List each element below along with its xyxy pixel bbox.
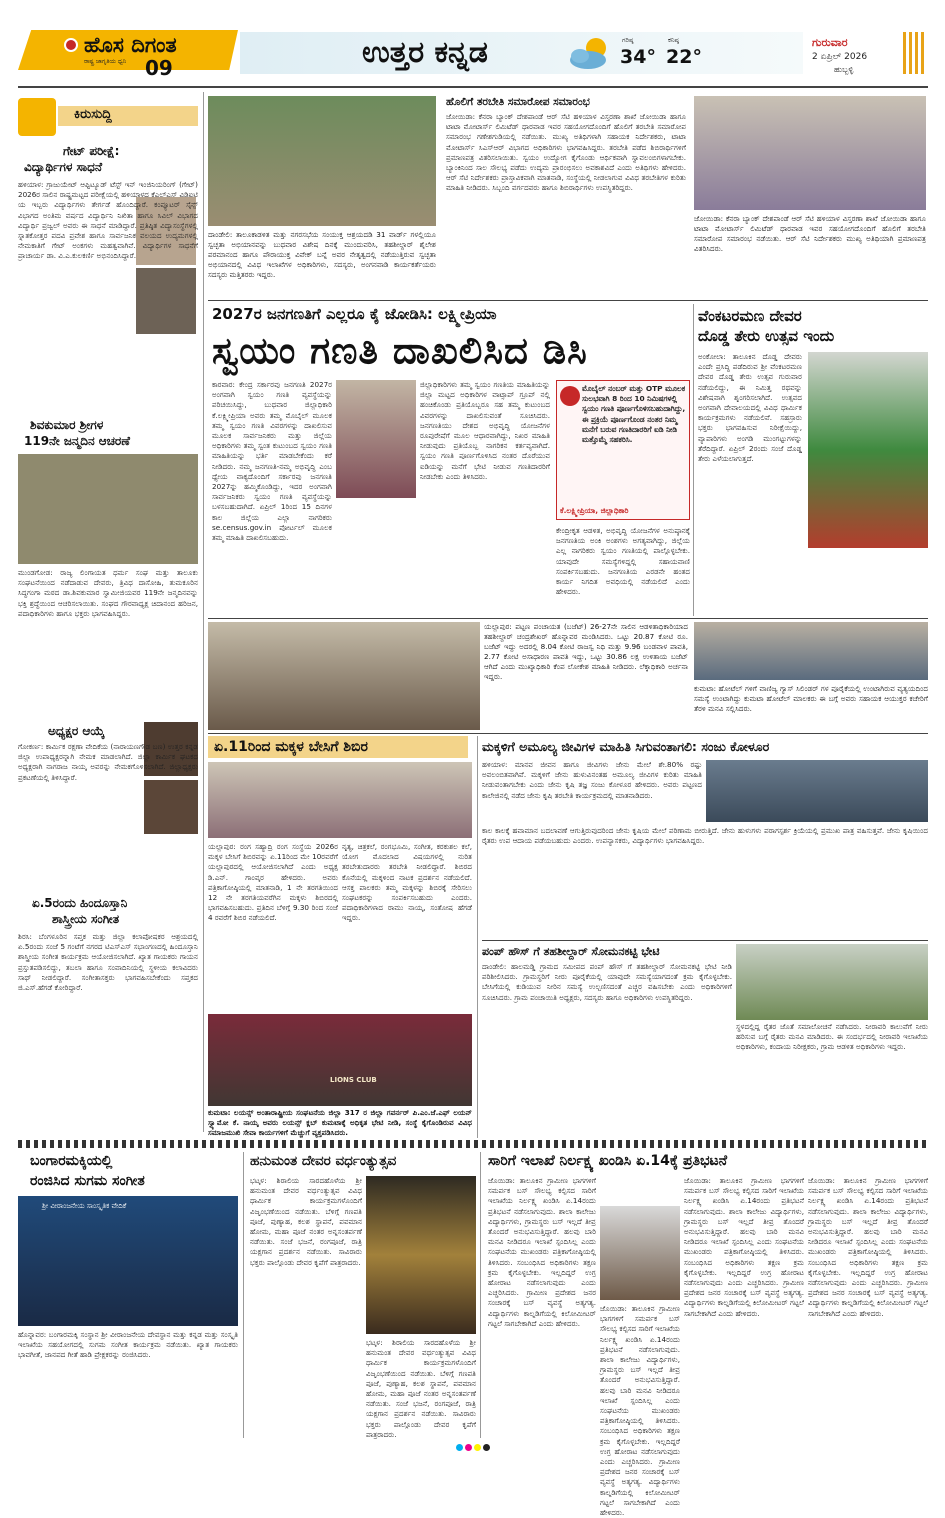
hotel-caption: ಕುಮಟಾ: ಹೋಟೆಲ್ ಗಳಿಗೆ ವಾಣಿಜ್ಯ ಗ್ಯಾಸ್ ಸಿಲಿಂಡರ್ ಗಳ ಪೂರೈಕೆಯಲ್ಲಿ ಉಂಟಾಗಿರುವ ವ್ಯತ್ಯಯದಿಂದ ಸಮಸ್ಯೆ ಉಂಟಾಗಿದ್ದು ಕುಮಟಾ ಹೋಟೆಲ್ ಮಾಲಕರು ಈ ಬಗ್ಗೆ ಅವರು ಸಹಾಯಕ ಆಯುಕ್ತರ ಕಚೇರಿಗೆ ತೆರಳಿ ಮನವಿ ಸಲ್ಲಿಸಿದರು. [694, 684, 928, 713]
b2-title: ಹನುಮಂತ ದೇವರ ವರ್ಧಂತ್ಯುತ್ಸವ [250, 1153, 397, 1169]
b2-text: ಭಟ್ಕಳ: ಶಿರಾಲಿಯ ಸಾರದಹೊಳೆಯ ಶ್ರೀ ಹನುಮಂತ ದೇವರ ವರ್ಧಂತ್ಯುತ್ಸವ ವಿವಿಧ ಧಾರ್ಮಿಕ ಕಾರ್ಯಕ್ರಮಗಳೊಂದಿಗೆ ವಿಜೃಂಭಣೆಯಿಂದ ನಡೆಯಿತು. ಬೆಳಿಗ್ಗೆ ಗಣಪತಿ ಪೂಜೆ, ಪುಣ್ಯಾಹ, ಕಲಶ ಸ್ಥಾಪನೆ, ಪವಮಾನ ಹೋಮ, ಮಹಾ ಪೂಜೆ ನಂತರ ಅನ್ನಸಂತರ್ಪಣೆ ನಡೆಯಿತು. ಸಂಜೆ ಭಜನೆ, ರಂಗಪೂಜೆ, ರಾತ್ರಿ ಯಕ್ಷಗಾನ ಪ್ರದರ್ಶನ ನಡೆಯಿತು. ಸಾವಿರಾರು ಭಕ್ತರು ಪಾಲ್ಗೊಂಡು ದೇವರ ಕೃಪೆಗೆ ಪಾತ್ರರಾದರು. [250, 1176, 362, 1267]
amulya-title: ಮಕ್ಕಳಿಗೆ ಅಮೂಲ್ಯ ಜೀವಿಗಳ ಮಾಹಿತಿ ಸಿಗುವಂತಾಗಲಿ: ಸಂಜು ಕೋಳೂರ [482, 739, 770, 754]
holi-photo-caption: ಜೋಯಿಡಾ: ಕೆನರಾ ಬ್ಯಾಂಕ್ ದೇಶಪಾಂಡೆ ಆರ್ ಸೆಟಿ ಹಳಿಯಾಳ ವಿಸ್ತರಣಾ ಶಾಖೆ ಜೋಯಿಡಾ ಹಾಗೂ ಟಾಟಾ ಮೋಟಾರ್ಸ್ ಲಿಮಿಟೆಡ್ ಧಾರವಾಡ ಇವರ ಸಹಯೋಗದೊಂದಿಗೆ ಹೊಲಿಗೆ ತರಬೇತಿ ಸಮಾರೋಪ ಸಮಾರಂಭ ನಡೆಯಿತು. ಆರ್ ಸೆಟಿ ನಿರ್ದೇಶಕರು ಮುಖ್ಯ ಅತಿಥಿಯಾಗಿ ಪ್ರಮಾಣಪತ್ರ ವಿತರಿಸಿದರು. [694, 214, 926, 253]
temple-divider [693, 304, 694, 616]
b3-text-3: ಜೊಯಿಡಾ: ತಾಲೂಕಿನ ಗ್ರಾಮೀಣ ಭಾಗಗಳಿಗೆ ಸಮರ್ಪಕ ಬಸ್ ಸೌಲಭ್ಯ ಕಲ್ಪಿಸದ ಸಾರಿಗೆ ಇಲಾಖೆಯ ನಿರ್ಲಕ್ಷ್ಯ ಖಂಡಿಸಿ ಏ.14ರಂದು ಪ್ರತಿಭಟನೆ ನಡೆಸಲಾಗುವುದು. ಶಾಲಾ ಕಾಲೇಜು ವಿದ್ಯಾರ್ಥಿಗಳು, ಗ್ರಾಮಸ್ಥರು ಬಸ್ ಇಲ್ಲದೆ ತೀವ್ರ ತೊಂದರೆ ಅನುಭವಿಸುತ್ತಿದ್ದಾರೆ. ಹಲವು ಬಾರಿ ಮನವಿ ನೀಡಿದರೂ ಇಲಾಖೆ ಸ್ಪಂದಿಸಿಲ್ಲ ಎಂದು ಸಂಘಟನೆಯ ಮುಖಂಡರು ಪತ್ರಿಕಾಗೋಷ್ಠಿಯಲ್ಲಿ ತಿಳಿಸಿದರು. ಸಂಬಂಧಿಸಿದ ಅಧಿಕಾರಿಗಳು ತಕ್ಷಣ ಕ್ರಮ ಕೈಗೊಳ್ಳಬೇಕು. ಇಲ್ಲದಿದ್ದರೆ ಉಗ್ರ ಹೋರಾಟ ನಡೆಸಲಾಗುವುದು ಎಂದು ಎಚ್ಚರಿಸಿದರು. ಗ್ರಾಮೀಣ ಪ್ರದೇಶದ ಜನರ ಸಂಚಾರಕ್ಕೆ ಬಸ್ ವ್ಯವಸ್ಥೆ ಅತ್ಯಗತ್ಯ. ವಿದ್ಯಾರ್ಥಿಗಳು ಕಾಲ್ನಡಿಗೆಯಲ್ಲಿ ಕಿಲೋಮೀಟರ್ ಗಟ್ಟಲೆ ಸಾಗಬೇಕಾಗಿದೆ ಎಂದು ಹೇಳಿದರು. [808, 1176, 928, 1318]
camp-photo [208, 762, 472, 838]
quote-author: ಕೆ.ಲಕ್ಷ್ಮೀಪ್ರಿಯಾ, ಜಿಲ್ಲಾಧಿಕಾರಿ [560, 506, 629, 515]
amulya-rule [482, 940, 928, 941]
camp-divider [477, 736, 478, 1138]
lead-headline: ಸ್ವಯಂ ಗಣತಿ ದಾಖಲಿಸಿದ ಡಿಸಿ [212, 329, 588, 372]
gate-text: ಹಳಿಯಾಳ: ಗ್ರಾಜುಯೇಟ್ ಆಪ್ಟಿಟ್ಯೂಡ್ ಟೆಸ್ಟ್ ಇನ್ ಇಂಜಿನಿಯರಿಂಗ್ (ಗೇಟ್) 2026ರ ಸಾಲಿನ ರಾಷ್ಟ್ರಮಟ್ಟದ ಪರೀಕ್ಷೆಯಲ್ಲಿ ಹಳಿಯಾಳದ ಕೆಎಲ್ಎಸ್ ವಿಡಿಐಟಿ ಯ ಇಬ್ಬರು ವಿದ್ಯಾರ್ಥಿಗಳು ತೇರ್ಗಡೆ ಹೊಂದಿದ್ದಾರೆ. ಕಂಪ್ಯೂಟರ್ ಸೈನ್ಸ್ ವಿಭಾಗದ ಅಂತಿಮ ವರ್ಷದ ವಿದ್ಯಾರ್ಥಿನಿ ನಿಖಿತಾ ಹಾಗೂ ಸಿವಿಲ್ ವಿಭಾಗದ ವಿದ್ಯಾರ್ಥಿ ಪ್ರಜ್ವಲ್ ಅವರು ಈ ಸಾಧನೆ ಮಾಡಿದ್ದಾರೆ. ಪ್ರತಿಷ್ಠಿತ ವಿದ್ಯಾಸಂಸ್ಥೆಗಳಲ್ಲಿ ಸ್ನಾತಕೋತ್ತರ ಪದವಿ ಪ್ರವೇಶ ಹಾಗೂ ಸಾರ್ವಜನಿಕ ವಲಯದ ಉದ್ಯಮಗಳಲ್ಲಿ ನೇಮಕಾತಿಗೆ ಗೇಟ್ ಅಂಕಗಳು ಮಹತ್ವವಾಗಿವೆ. ವಿದ್ಯಾರ್ಥಿಗಳ ಸಾಧನೆಗೆ ಪ್ರಾಚಾರ್ಯ ಡಾ. ವಿ.ಎ.ಕುಲಕರ್ಣಿ ಅಭಿನಂದಿಸಿದ್ದಾರೆ. [18, 180, 198, 261]
hanuman-photo [366, 1176, 476, 1334]
page-number: 09 [145, 56, 173, 80]
camp-title: ಏ.11ರಿಂದ ಮಕ್ಕಳ ಬೇಸಿಗೆ ಶಿಬಿರ [214, 739, 368, 755]
date-label: 2 ಏಪ್ರಿಲ್ 2026 [812, 52, 868, 62]
temple-title-2: ದೊಡ್ಡ ತೇರು ಉತ್ಸವ ಇಂದು [698, 327, 835, 345]
b1-banner: ಶ್ರೀ ವೀರಾಂಜನೇಯ ಸಾಂಸ್ಕೃತಿಕ ವೇದಿಕೆ [42, 1202, 127, 1210]
cleanup-photo [208, 96, 436, 226]
holi-title: ಹೊಲಿಗೆ ತರಬೇತಿ ಸಮಾರೋಪ ಸಮಾರಂಭ [446, 96, 590, 108]
b3-text-2: ಜೊಯಿಡಾ: ತಾಲೂಕಿನ ಗ್ರಾಮೀಣ ಭಾಗಗಳಿಗೆ ಸಮರ್ಪಕ ಬಸ್ ಸೌಲಭ್ಯ ಕಲ್ಪಿಸದ ಸಾರಿಗೆ ಇಲಾಖೆಯ ನಿರ್ಲಕ್ಷ್ಯ ಖಂಡಿಸಿ ಏ.14ರಂದು ಪ್ರತಿಭಟನೆ ನಡೆಸಲಾಗುವುದು. ಶಾಲಾ ಕಾಲೇಜು ವಿದ್ಯಾರ್ಥಿಗಳು, ಗ್ರಾಮಸ್ಥರು ಬಸ್ ಇಲ್ಲದೆ ತೀವ್ರ ತೊಂದರೆ ಅನುಭವಿಸುತ್ತಿದ್ದಾರೆ. ಹಲವು ಬಾರಿ ಮನವಿ ನೀಡಿದರೂ ಇಲಾಖೆ ಸ್ಪಂದಿಸಿಲ್ಲ ಎಂದು ಸಂಘಟನೆಯ ಮುಖಂಡರು ಪತ್ರಿಕಾಗೋಷ್ಠಿಯಲ್ಲಿ ತಿಳಿಸಿದರು. ಸಂಬಂಧಿಸಿದ ಅಧಿಕಾರಿಗಳು ತಕ್ಷಣ ಕ್ರಮ ಕೈಗೊಳ್ಳಬೇಕು. ಇಲ್ಲದಿದ್ದರೆ ಉಗ್ರ ಹೋರಾಟ ನಡೆಸಲಾಗುವುದು ಎಂದು ಎಚ್ಚರಿಸಿದರು. ಗ್ರಾಮೀಣ ಪ್ರದೇಶದ ಜನರ ಸಂಚಾರಕ್ಕೆ ಬಸ್ ವ್ಯವಸ್ಥೆ ಅತ್ಯಗತ್ಯ. ವಿದ್ಯಾರ್ಥಿಗಳು ಕಾಲ್ನಡಿಗೆಯಲ್ಲಿ ಕಿಲೋಮೀಟರ್ ಗಟ್ಟಲೆ ಸಾಗಬೇಕಾಗಿದೆ ಎಂದು ಹೇಳಿದರು. [684, 1176, 804, 1318]
brand-name: ಹೊಸ ದಿಗಂತ [84, 33, 177, 57]
bottom-divider-2 [480, 1152, 481, 1438]
min-temp-label: ಕನಿಷ್ಠ [668, 36, 679, 44]
hindu-title: ಏ.5ರಂದು ಹಿಂದೂಸ್ತಾನಿ [32, 896, 128, 910]
b3-text-4: ಜೊಯಿಡಾ: ತಾಲೂಕಿನ ಗ್ರಾಮೀಣ ಭಾಗಗಳಿಗೆ ಸಮರ್ಪಕ ಬಸ್ ಸೌಲಭ್ಯ ಕಲ್ಪಿಸದ ಸಾರಿಗೆ ಇಲಾಖೆಯ ನಿರ್ಲಕ್ಷ್ಯ ಖಂಡಿಸಿ ಏ.14ರಂದು ಪ್ರತಿಭಟನೆ ನಡೆಸಲಾಗುವುದು. ಶಾಲಾ ಕಾಲೇಜು ವಿದ್ಯಾರ್ಥಿಗಳು, ಗ್ರಾಮಸ್ಥರು ಬಸ್ ಇಲ್ಲದೆ ತೀವ್ರ ತೊಂದರೆ ಅನುಭವಿಸುತ್ತಿದ್ದಾರೆ. ಹಲವು ಬಾರಿ ಮನವಿ ನೀಡಿದರೂ ಇಲಾಖೆ ಸ್ಪಂದಿಸಿಲ್ಲ ಎಂದು ಸಂಘಟನೆಯ ಮುಖಂಡರು ಪತ್ರಿಕಾಗೋಷ್ಠಿಯಲ್ಲಿ ತಿಳಿಸಿದರು. ಸಂಬಂಧಿಸಿದ ಅಧಿಕಾರಿಗಳು ತಕ್ಷಣ ಕ್ರಮ ಕೈಗೊಳ್ಳಬೇಕು. ಇಲ್ಲದಿದ್ದರೆ ಉಗ್ರ ಹೋರಾಟ ನಡೆಸಲಾಗುವುದು ಎಂದು ಎಚ್ಚರಿಸಿದರು. ಗ್ರಾಮೀಣ ಪ್ರದೇಶದ ಜನರ ಸಂಚಾರಕ್ಕೆ ಬಸ್ ವ್ಯವಸ್ಥೆ ಅತ್ಯಗತ್ಯ. ವಿದ್ಯಾರ್ಥಿಗಳು ಕಾಲ್ನಡಿಗೆಯಲ್ಲಿ ಕಿಲೋಮೀಟರ್ ಗಟ್ಟಲೆ ಸಾಗಬೇಕಾಗಿದೆ ಎಂದು ಹೇಳಿದರು. [600, 1304, 680, 1518]
max-temp-label: ಗರಿಷ್ಠ [622, 36, 634, 44]
temple-text: ಅಂಕೋಲಾ: ತಾಲೂಕಿನ ದೊಡ್ಡ ದೇವರು ಎಂದೇ ಪ್ರಸಿದ್ಧಿ ಪಡೆದಿರುವ ಶ್ರೀ ವೆಂಕಟರಮಣ ದೇವರ ದೊಡ್ಡ ತೇರು ಉತ್ಸವ ಗುರುವಾರ ನಡೆಯಲಿದ್ದು, ಈ ನಿಮಿತ್ತ ರಥವನ್ನು ವಿಶೇಷವಾಗಿ ಶೃಂಗರಿಸಲಾಗಿದೆ. ಉತ್ಸವದ ಅಂಗವಾಗಿ ದೇವಾಲಯದಲ್ಲಿ ವಿವಿಧ ಧಾರ್ಮಿಕ ಕಾರ್ಯಕ್ರಮಗಳು ನಡೆಯಲಿವೆ. ಸಹಸ್ರಾರು ಭಕ್ತರು ಭಾಗವಹಿಸುವ ನಿರೀಕ್ಷೆಯಿದ್ದು, ವ್ಯಾಪಾರಿಗಳು ಅಂಗಡಿ ಮುಂಗಟ್ಟುಗಳನ್ನು ತೆರೆದಿದ್ದಾರೆ. ಏಪ್ರಿಲ್ 2ರಂದು ಸಂಜೆ ದೊಡ್ಡ ತೇರು ಎಳೆಯಲಾಗುತ್ತದೆ. [698, 352, 802, 464]
chariot-photo [808, 352, 928, 548]
shiva-text: ಮುಂಡಗೋಡ: ರಾಜ್ಯ ಲಿಂಗಾಯತ ಧರ್ಮ ಸಂಘ ಮತ್ತು ತಾಲೂಕು ಸಂಘಟನೆಯಿಂದ ನಡೆದಾಡುವ ದೇವರು, ತ್ರಿವಿಧ ದಾಸೋಹಿ, ತುಮಕೂರಿನ ಸಿದ್ಧಗಂಗಾ ಮಠದ ಡಾ.ಶಿವಕುಮಾರ ಸ್ವಾಮೀಜಿಯವರ 119ನೇ ಜನ್ಮದಿನವನ್ನು ಭಕ್ತಿ ಶ್ರದ್ಧೆಯಿಂದ ಆಚರಿಸಲಾಯಿತು. ಸಂಘದ ಗೌರವಾಧ್ಯಕ್ಷ ಚಿದಾನಂದ ಹರಿಜನ, ಪದಾಧಿಕಾರಿಗಳು ಹಾಗೂ ಭಕ್ತರು ಭಾಗವಹಿಸಿದ್ದರು. [18, 568, 198, 618]
hotel-photo [694, 622, 928, 680]
shiva-title: ಶಿವಕುಮಾರ ಶ್ರೀಗಳ [30, 418, 104, 432]
b3-photo [600, 1206, 680, 1300]
b3-title: ಸಾರಿಗೆ ಇಲಾಖೆ ನಿರ್ಲಕ್ಷ್ಯ ಖಂಡಿಸಿ ಏ.14ಕ್ಕೆ ಪ್ರತಿಭಟನೆ [488, 1153, 728, 1169]
sidebar-divider [203, 92, 204, 1132]
lead-col2: ಜಿಲ್ಲಾಧಿಕಾರಿಗಳು ತಮ್ಮ ಸ್ವಯಂ ಗಣತಿಯ ಮಾಹಿತಿಯನ್ನು ಜಿಲ್ಲಾ ಮಟ್ಟದ ಅಧಿಕಾರಿಗಳ ವಾಟ್ಸಾಪ್ ಗ್ರೂಪ್ ನಲ್ಲಿ ಹಂಚಿಕೊಂಡು ಪ್ರತಿಯೊಬ್ಬರೂ ಸಹ ತಮ್ಮ ಕುಟುಂಬದ ವಿವರಗಳನ್ನು ದಾಖಲಿಸುವಂತೆ ಸೂಚಿಸಿದರು. ಜನಗಣತಿಯು ದೇಶದ ಅಭಿವೃದ್ಧಿ ಯೋಜನೆಗಳ ರೂಪುರೇಷೆಗೆ ಮೂಲ ಆಧಾರವಾಗಿದ್ದು, ನಿಖರ ಮಾಹಿತಿ ನೀಡುವುದು ಪ್ರತಿಯೊಬ್ಬ ನಾಗರಿಕನ ಕರ್ತವ್ಯವಾಗಿದೆ. ಸ್ವಯಂ ಗಣತಿ ಪೂರ್ಣಗೊಳಿಸಿದ ನಂತರ ದೊರೆಯುವ ಐಡಿಯನ್ನು ಮನೆಗೆ ಭೇಟಿ ನೀಡುವ ಗಣತಿದಾರರಿಗೆ ನೀಡಬೇಕು ಎಂದು ತಿಳಿಸಿದರು. [420, 380, 550, 481]
bottom-band [18, 1140, 928, 1148]
amulya-photo [706, 760, 928, 822]
lead-col3: ಕೇಂದ್ರೀಕೃತ ಆಡಳಿತ, ಅಭಿವೃದ್ಧಿ ಯೋಜನೆಗಳ ಅನುಷ್ಠಾನಕ್ಕೆ ಜನಗಣತಿಯ ಅಂಕಿ ಅಂಶಗಳು ಅಗತ್ಯವಾಗಿದ್ದು, ಜಿಲ್ಲೆಯ ಎಲ್ಲ ನಾಗರಿಕರು ಸ್ವಯಂ ಗಣತಿಯಲ್ಲಿ ಪಾಲ್ಗೊಳ್ಳಬೇಕು. ಯಾವುದೇ ಸಮಸ್ಯೆಗಳಿದ್ದಲ್ಲಿ ಸಹಾಯವಾಣಿ ಸಂಪರ್ಕಿಸಬಹುದು. ಜನಗಣತಿಯ ಎರಡನೇ ಹಂತದ ಕಾರ್ಯ ನಿಗದಿತ ಅವಧಿಯಲ್ಲಿ ನಡೆಯಲಿದೆ ಎಂದು ಹೇಳಿದರು. [556, 526, 690, 597]
b1-title-2: ರಂಜಿಸಿದ ಸುಗಮ ಸಂಗೀತ [30, 1173, 145, 1189]
corner-stripe [903, 32, 925, 74]
gate-title: ಗೇಟ್ ಪರೀಕ್ಷೆ: [63, 144, 120, 158]
max-temp: 34° [620, 46, 656, 68]
weather-cloud-icon [566, 34, 614, 72]
quote-mark-icon [560, 386, 580, 406]
bottom-divider-1 [243, 1152, 244, 1438]
b2-text-2: ಭಟ್ಕಳ: ಶಿರಾಲಿಯ ಸಾರದಹೊಳೆಯ ಶ್ರೀ ಹನುಮಂತ ದೇವರ ವರ್ಧಂತ್ಯುತ್ಸವ ವಿವಿಧ ಧಾರ್ಮಿಕ ಕಾರ್ಯಕ್ರಮಗಳೊಂದಿಗೆ ವಿಜೃಂಭಣೆಯಿಂದ ನಡೆಯಿತು. ಬೆಳಿಗ್ಗೆ ಗಣಪತಿ ಪೂಜೆ, ಪುಣ್ಯಾಹ, ಕಲಶ ಸ್ಥಾಪನೆ, ಪವಮಾನ ಹೋಮ, ಮಹಾ ಪೂಜೆ ನಂತರ ಅನ್ನಸಂತರ್ಪಣೆ ನಡೆಯಿತು. ಸಂಜೆ ಭಜನೆ, ರಂಗಪೂಜೆ, ರಾತ್ರಿ ಯಕ್ಷಗಾನ ಪ್ರದರ್ಶನ ನಡೆಯಿತು. ಸಾವಿರಾರು ಭಕ್ತರು ಪಾಲ್ಗೊಂಡು ದೇವರ ಕೃಪೆಗೆ ಪಾತ್ರರಾದರು. [366, 1338, 476, 1439]
lions-caption: ಕುಮಟಾ: ಲಯನ್ಸ್ ಅಂತಾರಾಷ್ಟ್ರೀಯ ಸಂಘಟನೆಯ ಜಿಲ್ಲಾ 317 ರ ಜಿಲ್ಲಾ ಗವರ್ನರ್ ಪಿ.ಎಂ.ಜೆ.ಎಫ್ ಲಯನ್ ಸ್ವ್ಯಾಮೋ ಕೆ. ನಾಯ್ಕ ಅವರು ಲಯನ್ಸ್ ಕ್ಲಬ್ ಕುಮಟಾಕ್ಕೆ ಅಧಿಕೃತ ಭೇಟಿ ನೀಡಿ, ಸಂಸ್ಥೆ ಕೈಗೊಂಡಿರುವ ವಿವಿಧ ಸಮಾಜಮುಖಿ ಸೇವಾ ಕಾರ್ಯಗಳಿಗೆ ಮೆಚ್ಚುಗೆ ವ್ಯಕ್ತಪಡಿಸಿದರು. [208, 1108, 472, 1137]
lions-banner: LIONS CLUB [330, 1076, 377, 1084]
adhyaksha-title: ಅಧ್ಯಕ್ಷರ ಆಯ್ಕೆ [48, 724, 105, 738]
lions-photo [208, 1014, 472, 1106]
kiru-hand-icon [18, 98, 56, 136]
camp-text-1: ಯಲ್ಲಾಪುರ: ರಂಗ ಸಹ್ಯಾದ್ರಿ ರಂಗ ಸಂಸ್ಥೆಯ 2026ರ ಮಕ್ಕಳ ಬೇಸಿಗೆ ಶಿಬಿರವನ್ನು ಏ.11ರಿಂದ ಮೇ 10ರವರೆಗೆ ಯಲ್ಲಾಪುರದಲ್ಲಿ ಆಯೋಜಿಸಲಾಗಿದೆ ಎಂದು ಅಧ್ಯಕ್ಷ ಡಿ.ಎನ್. ಗಾಂವ್ಕರ ಹೇಳಿದರು. ಅವರು ಪತ್ರಿಕಾಗೋಷ್ಠಿಯಲ್ಲಿ ಮಾತನಾಡಿ, 1 ನೇ ತರಗತಿಯಿಂದ 12 ನೇ ತರಗತಿಯವರೆಗಿನ ಮಕ್ಕಳು ಶಿಬಿರದಲ್ಲಿ ಭಾಗವಹಿಸಬಹುದು. ಪ್ರತಿದಿನ ಬೆಳಿಗ್ಗೆ 9.30 ರಿಂದ ಸಂಜೆ 4 ರವರೆಗೆ ಶಿಬಿರ ನಡೆಯಲಿದೆ. [208, 842, 338, 923]
edition-title: ಉತ್ತರ ಕನ್ನಡ [362, 35, 488, 70]
day-label: ಗುರುವಾರ [812, 36, 848, 49]
temple-title-1: ವೆಂಕಟರಮಣ ದೇವರ [698, 307, 802, 325]
brand-tagline: ರಾಷ್ಟ್ರ ಜಾಗೃತಿಯ ಧ್ವನಿ [84, 58, 127, 65]
camp-text-2: ನೃತ್ಯ, ಚಿತ್ರಕಲೆ, ರಂಗಭೂಮಿ, ಸಂಗೀತ, ಕರಕುಶಲ ಕಲೆ, ಯೋಗ ಮೊದಲಾದ ವಿಷಯಗಳಲ್ಲಿ ನುರಿತ ತರಬೇತುದಾರರು ತರಬೇತಿ ನೀಡಲಿದ್ದಾರೆ. ಶಿಬಿರದ ಕೊನೆಯಲ್ಲಿ ಮಕ್ಕಳಿಂದ ನಾಟಕ ಪ್ರದರ್ಶನ ನಡೆಯಲಿದೆ. ಆಸಕ್ತ ಪಾಲಕರು ತಮ್ಮ ಮಕ್ಕಳನ್ನು ಶಿಬಿರಕ್ಕೆ ಸೇರಿಸಲು ಸಂಘಟಕರನ್ನು ಸಂಪರ್ಕಿಸಬಹುದು ಎಂದರು. ಪದಾಧಿಕಾರಿಗಳಾದ ರಾಮು ನಾಯ್ಕ, ಸಂತೋಷ ಹೆಗಡೆ ಇದ್ದರು. [342, 842, 472, 923]
min-temp: 22° [666, 46, 702, 68]
b3-text: ಜೊಯಿಡಾ: ತಾಲೂಕಿನ ಗ್ರಾಮೀಣ ಭಾಗಗಳಿಗೆ ಸಮರ್ಪಕ ಬಸ್ ಸೌಲಭ್ಯ ಕಲ್ಪಿಸದ ಸಾರಿಗೆ ಇಲಾಖೆಯ ನಿರ್ಲಕ್ಷ್ಯ ಖಂಡಿಸಿ ಏ.14ರಂದು ಪ್ರತಿಭಟನೆ ನಡೆಸಲಾಗುವುದು. ಶಾಲಾ ಕಾಲೇಜು ವಿದ್ಯಾರ್ಥಿಗಳು, ಗ್ರಾಮಸ್ಥರು ಬಸ್ ಇಲ್ಲದೆ ತೀವ್ರ ತೊಂದರೆ ಅನುಭವಿಸುತ್ತಿದ್ದಾರೆ. ಹಲವು ಬಾರಿ ಮನವಿ ನೀಡಿದರೂ ಇಲಾಖೆ ಸ್ಪಂದಿಸಿಲ್ಲ ಎಂದು ಸಂಘಟನೆಯ ಮುಖಂಡರು ಪತ್ರಿಕಾಗೋಷ್ಠಿಯಲ್ಲಿ ತಿಳಿಸಿದರು. ಸಂಬಂಧಿಸಿದ ಅಧಿಕಾರಿಗಳು ತಕ್ಷಣ ಕ್ರಮ ಕೈಗೊಳ್ಳಬೇಕು. ಇಲ್ಲದಿದ್ದರೆ ಉಗ್ರ ಹೋರಾಟ ನಡೆಸಲಾಗುವುದು ಎಂದು ಎಚ್ಚರಿಸಿದರು. ಗ್ರಾಮೀಣ ಪ್ರದೇಶದ ಜನರ ಸಂಚಾರಕ್ಕೆ ಬಸ್ ವ್ಯವಸ್ಥೆ ಅತ್ಯಗತ್ಯ. ವಿದ್ಯಾರ್ಥಿಗಳು ಕಾಲ್ನಡಿಗೆಯಲ್ಲಿ ಕಿಲೋಮೀಟರ್ ಗಟ್ಟಲೆ ಸಾಗಬೇಕಾಗಿದೆ ಎಂದು ಹೇಳಿದರು. [488, 1176, 596, 1328]
lead-col1: ಕಾರವಾರ: ಕೇಂದ್ರ ಸರ್ಕಾರವು ಜನಗಣತಿ 2027ರ ಅಂಗವಾಗಿ ಸ್ವಯಂ ಗಣತಿ ವ್ಯವಸ್ಥೆಯನ್ನು ಪರಿಚಯಿಸಿದ್ದು, ಬುಧವಾರ ಜಿಲ್ಲಾಧಿಕಾರಿ ಕೆ.ಲಕ್ಷ್ಮೀಪ್ರಿಯಾ ಅವರು ತಮ್ಮ ಮೊಬೈಲ್ ಮೂಲಕ ತಮ್ಮ ಸ್ವಯಂ ಗಣತಿ ವಿವರಗಳನ್ನು ದಾಖಲಿಸುವ ಮೂಲಕ ಸಾರ್ವಜನಿಕರು ಮತ್ತು ಜಿಲ್ಲೆಯ ಅಧಿಕಾರಿಗಳು ತಮ್ಮ ಸ್ವಂತ ಕುಟುಂಬದ ಸ್ವಯಂ ಗಣತಿ ಮಾಹಿತಿಯನ್ನು ಭರ್ತಿ ಮಾಡಬೇಕೆಂದು ಕರೆ ನೀಡಿದರು. ನಮ್ಮ ಜನಗಣತಿ-ನಮ್ಮ ಅಭಿವೃದ್ಧಿ ಎಂಬ ಧ್ಯೇಯ ವಾಕ್ಯದೊಂದಿಗೆ ಸರ್ಕಾರವು ಜನಗಣತಿ 2027ನ್ನು ಹಮ್ಮಿಕೊಂಡಿದ್ದು, ಇದರ ಅಂಗವಾಗಿ ಸಾರ್ವಜನಿಕರು ಸ್ವಯಂ ಗಣತಿ ವ್ಯವಸ್ಥೆಯನ್ನು ಬಳಸಬಹುದಾಗಿದೆ. ಏಪ್ರಿಲ್ 1ರಿಂದ 15 ದಿನಗಳ ಕಾಲ ಜಿಲ್ಲೆಯ ಎಲ್ಲಾ ನಾಗರಿಕರು se.census.gov.in ಪೋರ್ಟಲ್ ಮೂಲಕ ತಮ್ಮ ಮಾಹಿತಿ ದಾಖಲಿಸಬಹುದು. [212, 380, 332, 543]
cleanup-caption: ದಾಂಡೇಲಿ: ತಾಲೂಕಾಡಳಿತ ಮತ್ತು ನಗರಸಭೆಯ ಸಂಯುಕ್ತ ಆಶ್ರಯದಡಿ 31 ವಾರ್ಡ್ ಗಳಲ್ಲಿಯೂ ಸ್ವಚ್ಛತಾ ಅಭಿಯಾನವನ್ನು ಬುಧವಾರ ವಿಶೇಷ ದಿನಕ್ಕೆ ಮುಂದುವರಿಸಿ, ತಹಶೀಲ್ದಾರ್ ಶೈಲೇಶ ಪರಮಾನಂದ ಹಾಗೂ ಪೌರಾಯುಕ್ತ ವಿವೇಕ್ ಬನ್ನೆ ಅವರ ನೇತೃತ್ವದಲ್ಲಿ ನಡೆಯುತ್ತಿರುವ ಸ್ವಚ್ಛತಾ ಅಭಿಯಾನದಲ್ಲಿ ವಿವಿಧ ಇಲಾಖೆಗಳ ಅಧಿಕಾರಿಗಳು, ಸದಸ್ಯರು, ಅಂಗನವಾಡಿ ಕಾರ್ಯಕರ್ತೆಯರು ಸದಸ್ಯರು ಮತ್ತಿತರರು ಇದ್ದರು. [208, 230, 436, 279]
holi-text: ಜೋಯಿಡಾ: ಕೆನರಾ ಬ್ಯಾಂಕ್ ದೇಶಪಾಂಡೆ ಆರ್ ಸೆಟಿ ಹಳಿಯಾಳ ವಿಸ್ತರಣಾ ಶಾಖೆ ಜೋಯಿಡಾ ಹಾಗೂ ಟಾಟಾ ಮೋಟಾರ್ಸ್ ಲಿಮಿಟೆಡ್ ಧಾರವಾಡ ಇವರ ಸಹಯೋಗದೊಂದಿಗೆ ಹೊಲಿಗೆ ತರಬೇತಿ ಸಮಾರೋಪ ಸಮಾರಂಭ ಗಣೇಶಗುಡಿಯಲ್ಲಿ ನಡೆಯಿತು. ಮುಖ್ಯ ಅತಿಥಿಗಳಾಗಿ ಸಹಾಯಕ ನಿರ್ದೇಶಕರು, ಟಾಟಾ ಮೋಟಾರ್ಸ್ ಸಿಎಸ್ಆರ್ ವಿಭಾಗದ ಅಧಿಕಾರಿಗಳು ಭಾಗವಹಿಸಿದ್ದರು. ತರಬೇತಿ ಪಡೆದ ಶಿಬಿರಾರ್ಥಿಗಳಿಗೆ ಪ್ರಮಾಣಪತ್ರ ವಿತರಿಸಲಾಯಿತು. ಸ್ವಯಂ ಉದ್ಯೋಗ ಕೈಗೊಂಡು ಆರ್ಥಿಕವಾಗಿ ಸ್ವಾವಲಂಬಿಗಳಾಗಬೇಕು. ಬ್ಯಾಂಕಿನಿಂದ ಸಾಲ ಸೌಲಭ್ಯ ಪಡೆದು ಉದ್ಯಮ ಪ್ರಾರಂಭಿಸಲು ಅವಕಾಶವಿದೆ ಎಂದು ಅತಿಥಿಗಳು ಹೇಳಿದರು. ಆರ್ ಸೆಟಿ ನಿರ್ದೇಶಕರು ಪ್ರಾಸ್ತಾವಿಕವಾಗಿ ಮಾತನಾಡಿ, ಸಂಸ್ಥೆಯಲ್ಲಿ ನೀಡಲಾಗುವ ವಿವಿಧ ತರಬೇತಿಗಳ ಕುರಿತು ಮಾಹಿತಿ ನೀಡಿದರು. ಸಿಬ್ಬಂದಿ ವರ್ಗದವರು ಹಾಗೂ ಶಿಬಿರಾರ್ಥಿಗಳು ಉಪಸ್ಥಿತರಿದ್ದರು. [446, 112, 686, 193]
b1-photo [18, 1196, 238, 1326]
quote-text: ಮೊಬೈಲ್ ನಂಬರ್ ಮತ್ತು OTP ಮೂಲಕ ಸುಲಭವಾಗಿ 8 ರಿಂದ 10 ನಿಮಿಷಗಳಲ್ಲಿ ಸ್ವಯಂ ಗಣತಿ ಪೂರ್ಣಗೊಳಿಸಬಹುದಾಗಿದ್ದು, ಈ ಪ್ರಕ್ರಿಯೆ ಪೂರ್ಣಗೊಂಡ ನಂತರ ನಿಮ್ಮ ಮನೆಗೆ ಬರುವ ಗಣತಿದಾರರಿಗೆ ಐಡಿ ನೀಡಿ ಮತ್ತೊಮ್ಮೆ ಸಹಕರಿಸಿ. [582, 384, 686, 445]
brand-logo-icon [64, 38, 78, 52]
pump-text: ದಾಂಡೇಲಿ: ಹಾಲಮಡ್ಡಿ ಗ್ರಾಮದ ಸಮೀಪದ ಪಂಪ್ ಹೌಸ್ ಗೆ ತಹಶೀಲ್ದಾರ್ ಸೋಮನಕಟ್ಟಿ ಭೇಟಿ ನೀಡಿ ಪರಿಶೀಲಿಸಿದರು. ಗ್ರಾಮಸ್ಥರಿಗೆ ನೀರು ಪೂರೈಕೆಯಲ್ಲಿ ಯಾವುದೇ ಸಮಸ್ಯೆಯಾಗದಂತೆ ಕ್ರಮ ಕೈಗೊಳ್ಳಬೇಕು. ಬೇಸಿಗೆಯಲ್ಲಿ ಕುಡಿಯುವ ನೀರಿನ ಸಮಸ್ಯೆ ಉಲ್ಬಣಿಸದಂತೆ ಎಚ್ಚರ ವಹಿಸಬೇಕು ಎಂದು ಅಧಿಕಾರಿಗಳಿಗೆ ಸೂಚಿಸಿದರು. ಗ್ರಾಮ ಪಂಚಾಯಿತಿ ಅಧ್ಯಕ್ಷರು, ಸದಸ್ಯರು ಹಾಗೂ ಅಧಿಕಾರಿಗಳು ಉಪಸ್ಥಿತರಿದ್ದರು. [482, 962, 732, 1002]
mid-rule [208, 618, 928, 619]
gate-title-2: ವಿದ್ಯಾರ್ಥಿಗಳ ಸಾಧನೆ [24, 160, 103, 174]
hindu-title-2: ಶಾಸ್ತ್ರೀಯ ಸಂಗೀತ [52, 912, 120, 926]
top-rule [208, 300, 928, 301]
pump-caption: ಸ್ಥಳದಲ್ಲಿದ್ದ ರೈತರ ಜೊತೆ ಸಮಾಲೋಚನೆ ನಡೆಸಿದರು. ನೀರಾವರಿ ಕಾಲುವೆಗೆ ನೀರು ಹರಿಸುವ ಬಗ್ಗೆ ರೈತರು ಮನವಿ ಮಾಡಿದರು. ಈ ಸಂದರ್ಭದಲ್ಲಿ ನೀರಾವರಿ ಇಲಾಖೆಯ ಅಧಿಕಾರಿಗಳು, ಕಂದಾಯ ನಿರೀಕ್ಷಕರು, ಗ್ರಾಮ ಆಡಳಿತ ಅಧಿಕಾರಿಗಳು ಇದ್ದರು. [736, 1022, 928, 1052]
lead-kicker: 2027ರ ಜನಗಣತಿಗೆ ಎಲ್ಲರೂ ಕೈ ಜೋಡಿಸಿ: ಲಕ್ಷ್ಮೀಪ್ರಿಯಾ [212, 305, 497, 323]
budget-rule [208, 733, 928, 734]
registration-dots [0, 1444, 945, 1456]
amulya-caption: ಕಾಲ ಕಾಲಕ್ಕೆ ಹವಾಮಾನ ಬದಲಾವಣೆ ಆಗುತ್ತಿರುವುದರಿಂದ ಜೇನು ಕೃಷಿಯ ಮೇಲೆ ಪರಿಣಾಮ ಬೀರುತ್ತಿದೆ. ಜೇನು ಹುಳುಗಳು ಪರಾಗಸ್ಪರ್ಶ ಕ್ರಿಯೆಯಲ್ಲಿ ಪ್ರಮುಖ ಪಾತ್ರ ವಹಿಸುತ್ತವೆ. ಜೇನು ಕೃಷಿಯಿಂದ ರೈತರು ಉಪ ಆದಾಯ ಪಡೆಯಬಹುದು ಎಂದರು. ಉಪನ್ಯಾಸಕರು, ವಿದ್ಯಾರ್ಥಿಗಳು ಭಾಗವಹಿಸಿದ್ದರು. [482, 826, 928, 846]
b1-title: ಬಂಗಾರಮಕ್ಕಿಯಲ್ಲಿ [30, 1153, 113, 1169]
budget-caption: ಯಲ್ಲಾಪುರ: ಪಟ್ಟಣ ಪಂಚಾಯತ (ಬಜೆಟ್) 26-27ನೇ ಸಾಲಿನ ಆಡಳಿತಾಧಿಕಾರಿಯಾದ ತಹಶೀಲ್ದಾರ್ ಚಂದ್ರಶೇಖರ್ ಹೊನ್ನಾವರ ಮಂಡಿಸಿದರು. ಒಟ್ಟು 20.87 ಕೋಟಿ ರೂ. ಬಜೆಟ್ ಇದ್ದು ಅದರಲ್ಲಿ 8.04 ಕೋಟಿ ರಾಜಸ್ವ ನಿಧಿ ಮತ್ತು 9.96 ಬಂಡವಾಳ ಪಾವತಿ, 2.77 ಕೋಟಿ ಅಸಾಧಾರಣ ಪಾವತಿ ಇದ್ದು, ಒಟ್ಟು 30.86 ಲಕ್ಷ ಉಳಿತಾಯ ಬಜೆಟ್ ಆಗಿದೆ ಎಂದು ಮುಖ್ಯಾಧಿಕಾರಿ ಕೆಂಪ ಲೋಕೇಶ ಮಾಹಿತಿ ನೀಡಿದರು. ಲೆಕ್ಕಾಧಿಕಾರಿ ಅರ್ಚನಾ ಇದ್ದರು. [484, 622, 688, 681]
shiva-photo [18, 454, 198, 564]
pump-title: ಪಂಪ್ ಹೌಸ್ ಗೆ ತಹಶೀಲ್ದಾರ್ ಸೋಮನಕಟ್ಟಿ ಭೇಟಿ [482, 945, 660, 958]
holi-photo [694, 96, 926, 210]
shiva-title-2: 119ನೇ ಜನ್ಮದಿನ ಆಚರಣೆ [24, 434, 131, 448]
hindu-text: ಶಿರಸಿ: ಬೆಂಗಳೂರಿನ ಸಪ್ತಕ ಮತ್ತು ಜಿಲ್ಲಾ ಕಲಾಪೋಷಕರ ಆಶ್ರಯದಲ್ಲಿ ಏ.5ರಂದು ಸಂಜೆ 5 ಗಂಟೆಗೆ ನಗರದ ಟಿಎಸ್ಎಸ್ ಸಭಾಂಗಣದಲ್ಲಿ ಹಿಂದೂಸ್ತಾನಿ ಶಾಸ್ತ್ರೀಯ ಸಂಗೀತ ಕಾರ್ಯಕ್ರಮ ಆಯೋಜಿಸಲಾಗಿದೆ. ಖ್ಯಾತ ಗಾಯಕರು ಗಾಯನ ಪ್ರಸ್ತುತಪಡಿಸಲಿದ್ದು, ತಬಲಾ ಹಾಗೂ ಸಂವಾದಿನಿಯಲ್ಲಿ ಸ್ಥಳೀಯ ಕಲಾವಿದರು ಸಾಥ್ ನೀಡಲಿದ್ದಾರೆ. ಸಂಗೀತಾಸಕ್ತರು ಭಾಗವಹಿಸಬೇಕೆಂದು ಸಪ್ತಕದ ಜಿ.ಎಸ್.ಹೆಗಡೆ ಕೋರಿದ್ದಾರೆ. [18, 932, 198, 993]
masthead-rule [18, 86, 928, 88]
kiru-label: ಕಿರುಸುದ್ದಿ [74, 107, 112, 122]
dc-photo [336, 380, 416, 498]
pump-photo [736, 944, 928, 1020]
edition-band [240, 32, 803, 74]
amulya-text: ಹಳಿಯಾಳ: ಮಾನವ ಜೀವನ ಹಾಗೂ ಜೀವಿಗಳು ಜೇನು ಮೇಲೆ ಶೇ.80% ರಷ್ಟು ಅವಲಂಬಿತವಾಗಿವೆ. ಮಕ್ಕಳಿಗೆ ಜೇನು ಹುಳುವಿನಂತಹ ಅಮೂಲ್ಯ ಜೀವಿಗಳ ಕುರಿತು ಮಾಹಿತಿ ನೀಡುವಂತಾಗಬೇಕು ಎಂದು ಜೇನು ಕೃಷಿ ತಜ್ಞ ಸಂಜು ಕೋಳೂರ ಹೇಳಿದರು. ಅವರು ಪಟ್ಟಣದ ಕಾಲೇಜಿನಲ್ಲಿ ನಡೆದ ಜೇನು ಕೃಷಿ ತರಬೇತಿ ಕಾರ್ಯಕ್ರಮದಲ್ಲಿ ಮಾತನಾಡಿದರು. [482, 760, 702, 800]
sidebar [18, 92, 198, 1132]
adhyaksha-text: ಗೋಕರ್ಣ: ಕಾರ್ಮಿಕ ರಕ್ಷಣಾ ವೇದಿಕೆಯ (ನಾರಾಯಣಗೌಡ ಬಣ) ಉತ್ತರ ಕನ್ನಡ ಜಿಲ್ಲಾ ಉಪಾಧ್ಯಕ್ಷರನ್ನಾಗಿ ನೇಮಕ ಮಾಡಲಾಗಿದೆ. ಜಿಲ್ಲಾ ಕಾರ್ಮಿಕ ಘಟಕದ ಅಧ್ಯಕ್ಷರಾಗಿ ನಾಗರಾಜ ನಾಯ್ಕ ಅವರನ್ನು ನೇಮಕಗೊಳಿಸಲಾಗಿದೆ. ಜಿಲ್ಲಾಧ್ಯಕ್ಷರು ಪ್ರಕಟಣೆಯಲ್ಲಿ ತಿಳಿಸಿದ್ದಾರೆ. [18, 742, 198, 782]
budget-photo [208, 622, 480, 730]
masthead [0, 0, 945, 90]
b1-text: ಹೊನ್ನಾವರ: ಬಂಗಾರಮಕ್ಕಿ ಸಂಸ್ಥಾನ ಶ್ರೀ ವೀರಾಂಜನೇಯ ದೇವಸ್ಥಾನ ಮತ್ತು ಕನ್ನಡ ಮತ್ತು ಸಂಸ್ಕೃತಿ ಇಲಾಖೆಯ ಸಹಯೋಗದಲ್ಲಿ ಸುಗಮ ಸಂಗೀತ ಕಾರ್ಯಕ್ರಮ ನಡೆಯಿತು. ಖ್ಯಾತ ಗಾಯಕರು ಭಾವಗೀತೆ, ಜಾನಪದ ಗೀತೆ ಹಾಡಿ ಪ್ರೇಕ್ಷಕರನ್ನು ರಂಜಿಸಿದರು. [18, 1330, 238, 1360]
city-label: ಹುಬ್ಬಳ್ಳಿ [834, 65, 854, 74]
